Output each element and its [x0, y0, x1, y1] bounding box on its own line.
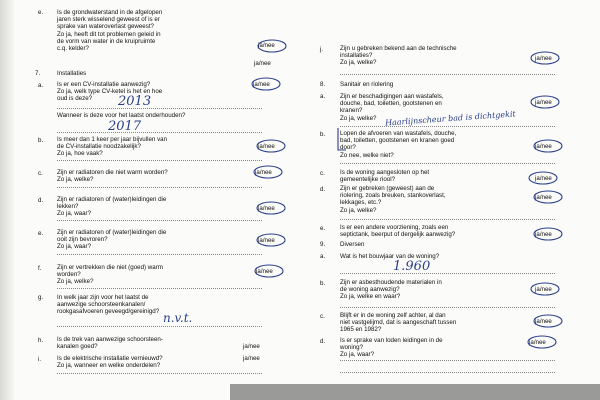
question-number: j. — [320, 46, 324, 53]
answer-line — [57, 373, 262, 374]
question-text: Wanneer is deze voor het laatst onderhouden? — [57, 112, 186, 119]
question-number: e. — [38, 9, 44, 16]
section-title: Diversen — [340, 241, 365, 248]
question-text: Zijn er radiatoren of (water)leidingen die ooit zijn bevroren? Zo ja, waar? — [57, 229, 167, 251]
yes-no-option[interactable]: ja/nee — [258, 237, 275, 244]
answer-line — [57, 254, 262, 255]
question-number: e. — [38, 230, 44, 237]
answer-line — [340, 126, 555, 127]
question-number: b. — [320, 280, 326, 287]
yes-no-option[interactable]: ja/nee — [258, 143, 275, 150]
question-text: Zijn er radiatoren of (water)leidingen die lekken? Zo ja, waar? — [57, 196, 167, 218]
question-text: Zijn er vertrekken die niet (goed) warm worden? Zo ja, welke? — [57, 264, 163, 286]
answer-line — [57, 108, 262, 109]
yes-no-option[interactable]: ja/nee — [535, 55, 552, 62]
question-number: f. — [38, 265, 42, 272]
answer-line — [340, 307, 555, 308]
answer-line — [340, 273, 555, 274]
yes-no-option[interactable]: ja/nee — [243, 343, 260, 350]
question-text: Is er een andere voorziening, zoals een septictank, beerput of dergelijk aanwezig? — [340, 224, 456, 239]
yes-no-option[interactable]: ja/nee — [535, 286, 552, 293]
scan-shadow-edge — [0, 0, 14, 400]
answer-line — [57, 132, 262, 133]
answer-line — [340, 163, 555, 164]
question-text: Is er sprake van loden leidingen in de woning? Zo ja, waar? — [340, 337, 443, 359]
question-number: c. — [320, 313, 325, 320]
section-title: Sanitair en riolering — [340, 81, 394, 88]
yes-no-option[interactable]: ja/nee — [254, 60, 271, 67]
section-number: 9. — [320, 241, 326, 248]
question-text: Is meer dan 1 keer per jaar bijvullen van de CV-installatie noodzakelijk? Zo ja, hoe vaak? — [57, 136, 168, 158]
yes-no-option[interactable]: ja/nee — [535, 175, 552, 182]
answer-line — [57, 288, 262, 289]
question-number: b. — [320, 131, 326, 138]
question-text: Is er een CV-installatie aanwezig? Zo ja, welk type CV-ketel is het en hoe oud is deze? — [57, 81, 163, 103]
question-text: Is de trek van aanwezige schoorsteen- kanalen goed? — [57, 336, 163, 351]
yes-no-option[interactable]: ja/nee — [529, 339, 546, 346]
yes-no-option[interactable]: ja/nee — [258, 205, 275, 212]
question-text: Lopen de afvoeren van wastafels, douche, bad, toiletten, gootstenen en kranen goed door? Zo nee, welke niet? — [340, 130, 457, 159]
yes-no-option[interactable]: ja/nee — [255, 169, 272, 176]
question-number: c. — [320, 170, 325, 177]
answer-line — [57, 160, 262, 161]
question-text: Is de grondwaterstand in de afgelopen jaren sterk wisselend geweest of is er sprake van wateroverlast geweest? Zo ja, heeft dit tot problemen geleid in de vorm van water in de kruipruimte c.q. kelder? — [57, 9, 163, 53]
yes-no-option[interactable]: ja/nee — [535, 99, 552, 106]
question-number: c. — [38, 170, 43, 177]
yes-no-option[interactable]: ja/nee — [256, 268, 273, 275]
question-number: a. — [38, 82, 44, 89]
question-number: a. — [320, 93, 326, 100]
yes-no-option[interactable]: ja/nee — [243, 355, 260, 362]
yes-no-option[interactable]: ja/nee — [535, 231, 552, 238]
yes-no-option[interactable]: ja/nee — [253, 81, 270, 88]
question-text: Zijn er beschadigingen aan wastafels, douche, bad, toiletten, gootstenen en kranen? Zo ja, welke? — [340, 93, 444, 122]
question-number: d. — [320, 338, 326, 345]
question-text: Zijn er gebreken (geweest) aan de riolering, zoals breuken, stankoverlast, lekkages, etc.? Zo ja, welke? — [340, 185, 446, 214]
scan-border-strip — [230, 384, 600, 400]
answer-line — [340, 74, 555, 75]
answer-line — [57, 187, 262, 188]
yes-no-option[interactable]: ja/nee — [258, 42, 275, 49]
question-text: Zijn er asbesthoudende materialen in de woning aanwezig? Zo ja, welke en waar? — [340, 279, 442, 301]
question-text: Wat is het bouwjaar van de woning? — [340, 253, 440, 260]
section-number: 8. — [320, 81, 326, 88]
question-number: d. — [38, 197, 44, 204]
question-text: Zijn er radiatoren die niet warm worden? Zo ja, welke? — [57, 169, 168, 184]
section-title: Installaties — [57, 70, 87, 77]
handwritten-answer: Haarlijnscheur bad is dichtgekit — [384, 109, 517, 128]
question-number: e. — [320, 225, 326, 232]
question-number: g. — [38, 294, 44, 301]
question-text: Is de woning aangesloten op het gemeentelijke riool? — [340, 169, 430, 184]
handwritten-answer: 1.960 — [393, 259, 431, 274]
question-number: h. — [38, 337, 44, 344]
handwritten-answer: n.v.t. — [163, 311, 193, 325]
handwritten-answer: 2017 — [108, 119, 142, 134]
answer-line — [340, 372, 555, 373]
question-text: Zijn u gebreken bekend aan de technische installaties? Zo ja, welke? — [340, 45, 457, 67]
yes-no-option[interactable]: ja/nee — [535, 318, 552, 325]
question-text: In welk jaar zijn voor het laatst de aanwezige schoorsteenkanalen/ rookgasafvoeren geveegd/gereinigd? — [57, 294, 160, 316]
question-number: a. — [320, 253, 326, 260]
answer-line — [340, 219, 555, 220]
yes-no-option[interactable]: ja/nee — [535, 194, 552, 201]
section-number: 7. — [35, 70, 41, 77]
question-number: i. — [38, 356, 42, 363]
question-text: Is de elektrische installatie vernieuwd? Zo ja, wanneer en welke onderdelen? — [57, 355, 163, 370]
answer-line — [57, 220, 262, 221]
question-number: b. — [38, 137, 44, 144]
handwritten-answer: 2013 — [118, 94, 152, 109]
question-number: d. — [320, 186, 326, 193]
yes-no-option[interactable]: ja/nee — [535, 143, 552, 150]
answer-line — [340, 360, 555, 361]
question-text: Blijft er in de woning zelf achter, al dan niet vastgelijmd, dat is aangeschaft tussen 1965 en 1982? — [340, 312, 457, 334]
answer-line — [57, 326, 262, 327]
